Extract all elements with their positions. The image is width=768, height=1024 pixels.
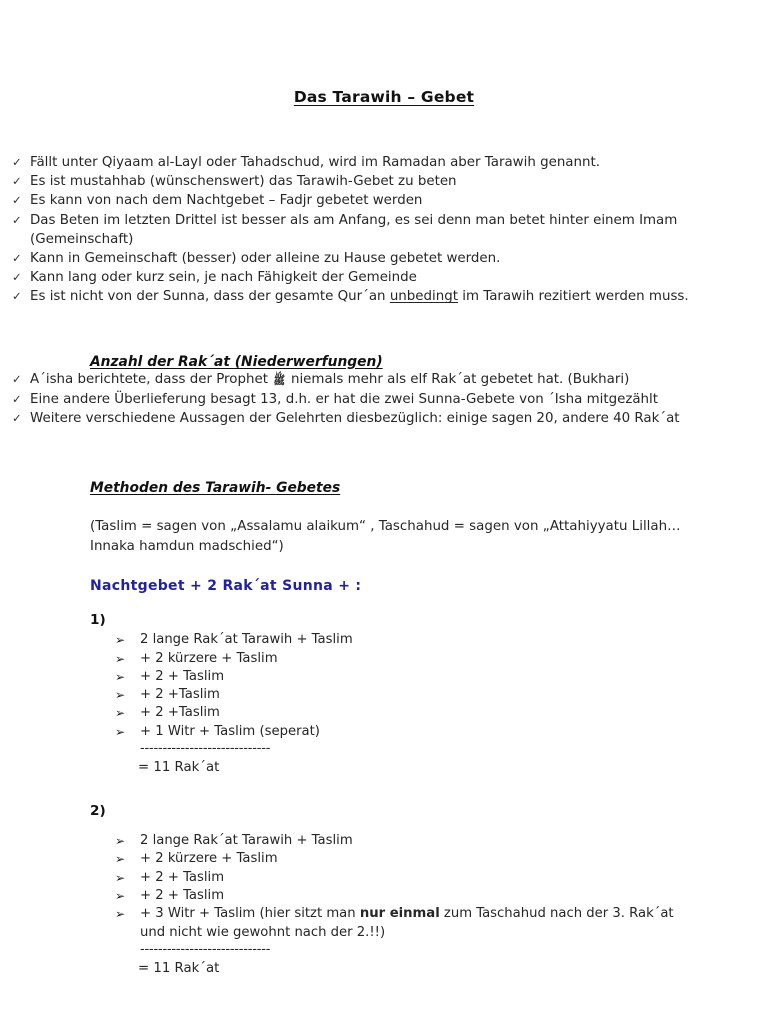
list-item-text-after: im Tarawih rezitiert werden muss. (457, 289, 689, 305)
list-item (0, 172, 768, 191)
list-item (115, 832, 700, 850)
intro-checklist (0, 153, 768, 307)
intro-section (0, 153, 768, 307)
list-item (115, 631, 700, 649)
list-item-text-before: + 3 Witr + Taslim (hier sitzt man (140, 906, 360, 922)
page-title-text: Das Tarawih – Gebet (293, 88, 475, 106)
list-item (115, 668, 700, 686)
separator-line: ----------------------------- (140, 941, 271, 957)
list-item (0, 249, 768, 268)
separator-line: ----------------------------- (140, 741, 271, 757)
list-item (0, 370, 768, 390)
rakat-checklist (0, 370, 768, 429)
method-2-list (115, 832, 700, 942)
list-item-text: Eine andere Überlieferung besagt 13, d.h. er hat die zwei Sunna-Gebete von ´Isha mitgezählt (30, 391, 659, 407)
list-item-text: 2 lange Rak´at Tarawih + Taslim (140, 833, 353, 849)
list-item (0, 390, 768, 409)
list-item (115, 887, 700, 905)
list-item (0, 409, 768, 428)
method-group-1 (0, 612, 768, 777)
list-item-text: + 2 + Taslim (140, 668, 225, 684)
list-item-text: Kann in Gemeinschaft (besser) oder alleine zu Hause gebetet werden. (30, 251, 501, 267)
list-item-text: Es kann von nach dem Nachtgebet – Fadjr gebetet werden (30, 193, 423, 209)
list-item (0, 268, 768, 287)
method-2-total: = 11 Rak´at (138, 960, 220, 976)
section-heading-methoden (90, 480, 768, 496)
list-item-emphasis (0, 287, 768, 306)
section-heading-methoden-text: Methoden des Tarawih- Gebetes (90, 480, 341, 497)
list-item (0, 153, 768, 172)
list-item-text: + 2 kürzere + Taslim (140, 851, 278, 867)
page-title (0, 0, 768, 106)
list-item-text: + 2 +Taslim (140, 687, 220, 703)
section-heading-rakat-text: Anzahl der Rak´at (Niederwerfungen) (90, 353, 383, 370)
list-item-text: Kann lang oder kurz sein, je nach Fähigkeit der Gemeinde (30, 270, 417, 286)
list-item-text: Weitere verschiedene Aussagen der Gelehrten diesbezüglich: einige sagen 20, andere 40 Rak´at (30, 411, 680, 427)
list-item-text-before: A´isha berichtete, dass der Prophet (30, 371, 273, 387)
list-item (115, 686, 700, 704)
list-item (115, 723, 700, 741)
list-item (115, 650, 700, 668)
list-item-text: 2 lange Rak´at Tarawih + Taslim (140, 632, 353, 648)
list-item (0, 211, 768, 249)
list-item-text: + 2 + Taslim (140, 887, 225, 903)
list-item-text-before: Es ist nicht von der Sunna, dass der gesamte Qur´an (30, 289, 390, 305)
method-number-2: 2) (90, 803, 106, 820)
method-group-2 (0, 803, 768, 978)
method-1-total: = 11 Rak´at (138, 760, 220, 776)
list-item (0, 191, 768, 210)
list-item (115, 869, 700, 887)
nachtgebet-highlight-line: Nachtgebet + 2 Rak´at Sunna + : (90, 578, 362, 595)
underlined-word: unbedingt (389, 289, 458, 305)
bold-phrase: nur einmal (359, 906, 440, 922)
list-item-text: + 2 kürzere + Taslim (140, 650, 278, 666)
list-item-text: Fällt unter Qiyaam al-Layl oder Tahadschud, wird im Ramadan aber Tarawih genannt. (30, 155, 600, 170)
section-heading-rakat (90, 354, 768, 370)
list-item-text: Es ist mustahhab (wünschenswert) das Tarawih-Gebet zu beten (30, 174, 457, 190)
list-item (115, 850, 700, 868)
method-1-list (115, 631, 700, 741)
list-item-text-after: niemals mehr als elf Rak´at gebetet hat. (Bukhari) (286, 371, 630, 387)
list-item-text: + 1 Witr + Taslim (seperat) (140, 723, 320, 739)
list-item-text-after: zum Taschahud nach der 3. Rak´at und nicht wie gewohnt nach der 2.!!) (140, 906, 674, 940)
taslim-definition-paragraph: (Taslim = sagen von „Assalamu alaikum“ , Taschahud = sagen von „Attahiyyatu Lillah…Innaka hamdun madschied“) (90, 519, 681, 554)
list-item (115, 704, 700, 722)
list-item-text: Das Beten im letzten Drittel ist besser als am Anfang, es sei denn man betet hinter einem Imam (Gemeinschaft) (30, 212, 678, 247)
salawat-symbol-icon: ﷺ (273, 372, 286, 387)
list-item-emphasis (115, 905, 700, 942)
method-number-1: 1) (90, 612, 106, 629)
list-item-text: + 2 +Taslim (140, 705, 220, 721)
list-item-text: + 2 + Taslim (140, 869, 225, 885)
